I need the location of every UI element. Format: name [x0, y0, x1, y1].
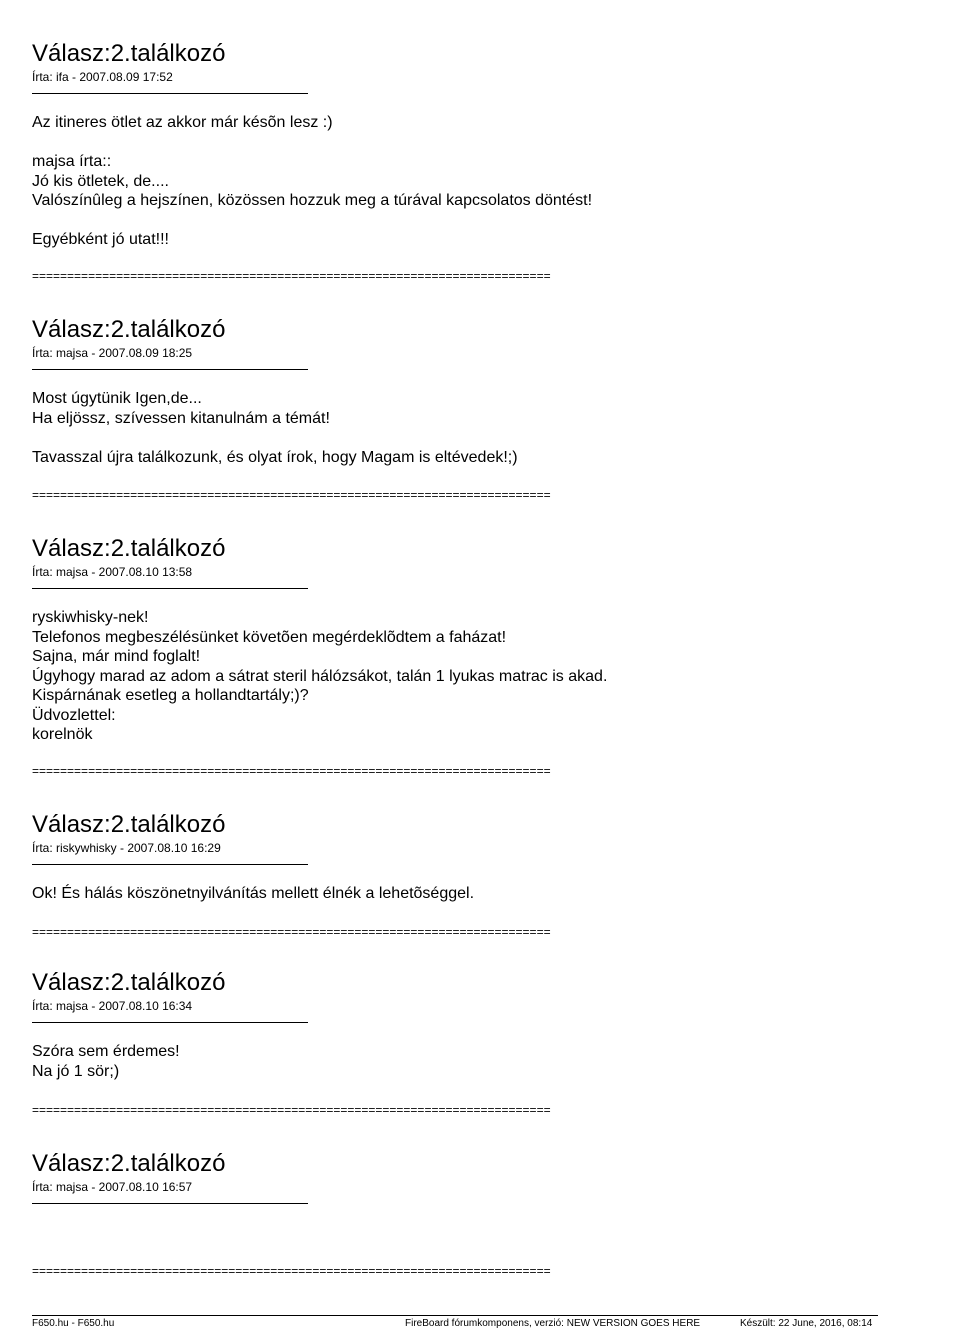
post-body-line [32, 133, 912, 153]
post-author-date: Írta: ifa - 2007.08.09 17:52 [32, 70, 173, 84]
post-author-date: Írta: majsa - 2007.08.10 16:57 [32, 1180, 193, 1194]
post-body [32, 884, 912, 904]
post-title: Válasz:2.találkozó [32, 316, 226, 343]
post-body [32, 389, 912, 467]
post-body-line: Valószínûleg a hejszínen, közössen hozzuk meg a túrával kapcsolatos döntést! [32, 192, 593, 209]
forum-post [32, 811, 912, 904]
post-body-line: Úgyhogy marad az adom a sátrat steril hálózsákot, talán 1 lyukas matrac is akad. [32, 667, 608, 685]
post-author-date: Írta: majsa - 2007.08.10 16:34 [32, 999, 193, 1013]
post-title: Válasz:2.találkozó [32, 969, 226, 996]
post-body [32, 1042, 912, 1081]
post-body-line: Üdvozlettel: [32, 706, 116, 724]
post-body-line: Tavasszal újra találkozunk, és olyat írok, hogy Magam is eltévedek!;) [32, 448, 518, 466]
post-body-line: majsa írta:: [32, 153, 112, 170]
post-author-date: Írta: majsa - 2007.08.09 18:25 [32, 346, 193, 360]
post-author-date: Írta: majsa - 2007.08.10 13:58 [32, 565, 193, 579]
meta-divider [32, 588, 308, 589]
post-body-line: Ok! És hálás köszönetnyilvánítás mellett élnék a lehetõséggel. [32, 885, 475, 902]
forum-post [32, 316, 912, 467]
forum-post [32, 535, 912, 745]
footer-site: F650.hu - F650.hu [32, 1318, 115, 1329]
footer-component: FireBoard fórumkomponens, verzió: NEW VERSION GOES HERE [405, 1318, 701, 1329]
post-separator: ========================================================================== [32, 1264, 551, 1278]
footer-divider [32, 1315, 878, 1316]
forum-post [32, 969, 912, 1081]
post-body [32, 608, 912, 745]
post-body-line: Kispárnának esetleg a hollandtartály;)? [32, 687, 309, 704]
post-title: Válasz:2.találkozó [32, 1150, 226, 1177]
post-body-line: Jó kis ötletek, de.... [32, 172, 169, 190]
post-body-line: Ha eljössz, szívessen kitanulnám a témát! [32, 409, 330, 427]
post-body-line: Telefonos megbeszélésünket követõen megérdeklõdtem a faházat! [32, 628, 507, 646]
post-body-line: korelnök [32, 726, 93, 743]
meta-divider [32, 1022, 308, 1023]
post-body-line [32, 211, 912, 231]
post-separator: ========================================================================== [32, 269, 551, 283]
page-footer [32, 1318, 932, 1332]
post-body-line: Most úgytünik Igen,de... [32, 390, 202, 407]
footer-generated: Készült: 22 June, 2016, 08:14 [740, 1318, 873, 1329]
meta-divider [32, 1203, 308, 1204]
post-body-line: Na jó 1 sör;) [32, 1062, 120, 1080]
meta-divider [32, 864, 308, 865]
post-separator: ========================================================================== [32, 764, 551, 778]
post-body-line: ryskiwhisky-nek! [32, 609, 149, 626]
forum-post [32, 1150, 912, 1223]
post-body-line: Sajna, már mind foglalt! [32, 648, 201, 665]
post-body-line [32, 428, 912, 448]
post-title: Válasz:2.találkozó [32, 535, 226, 562]
post-body-line: Egyébként jó utat!!! [32, 231, 169, 248]
post-title: Válasz:2.találkozó [32, 811, 226, 838]
post-body [32, 113, 912, 250]
forum-post [32, 40, 912, 250]
post-author-date: Írta: riskywhisky - 2007.08.10 16:29 [32, 841, 221, 855]
post-title: Válasz:2.találkozó [32, 40, 226, 67]
post-body-line: Szóra sem érdemes! [32, 1043, 180, 1060]
post-body-line: Az itineres ötlet az akkor már késõn lesz :) [32, 114, 333, 131]
post-separator: ========================================================================== [32, 925, 551, 939]
meta-divider [32, 93, 308, 94]
meta-divider [32, 369, 308, 370]
post-separator: ========================================================================== [32, 1103, 551, 1117]
post-separator: ========================================================================== [32, 488, 551, 502]
